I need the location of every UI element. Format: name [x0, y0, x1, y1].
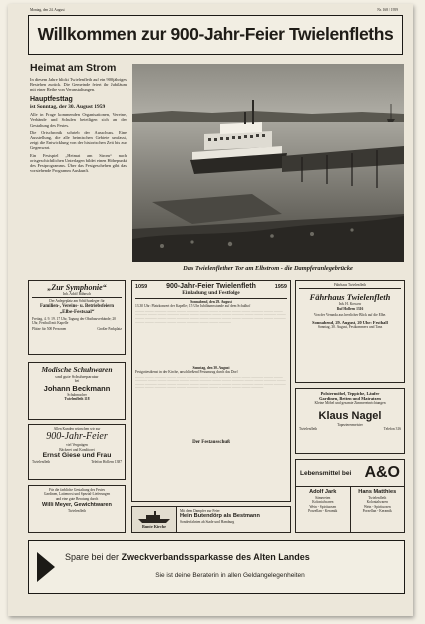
masthead-date: Montag, den 24. August: [30, 8, 65, 12]
ad-jark-line1: Sämereien: [315, 496, 331, 500]
ad-faehrhaus-highlight: Sonnabend, 29. August, 20 Uhr: Festball: [312, 319, 388, 325]
ad-schuhwaren-by: bei: [74, 379, 80, 384]
program-schedule-fine-print-2: ——— ——— ———— ——— ——— ———— ——— ——— ———— ——— ——— ———— ——— ——— ———— ——— ——— ———— ——— ——— ———— ——— ——— ———— ——— ——— ———— ——— ——— ———— ——— ——— ———— ——— ——— ———— ——— ——— ———— ——— ——— ———— ——— ——— ———— ——— ——— ———— ——— ——— ———— ——— ——— ————: [135, 375, 286, 390]
ad-faehrhaus-title: Fährhaus Twielenfleth: [309, 292, 391, 303]
program-title: 900-Jahr-Feier Twielenfleth: [166, 283, 256, 290]
ad-giese-name: Ernst Giese und Frau: [42, 452, 112, 460]
ad-symphonie-parking: Großer Parkplatz: [97, 327, 122, 332]
program-footer: Der Festausschuß: [192, 439, 230, 445]
ad-nagel-place: Twielenfleth: [299, 427, 318, 432]
arrow-icon: [35, 550, 57, 584]
ad-symphonie-owner: Inh. Adolf Bähnsch: [62, 292, 92, 296]
ad-sparkasse-tagline: Sie ist deine Beraterin in allen Geldangelegenheiten: [155, 572, 305, 579]
ad-jark-line3: Wein - Spirituosen: [309, 504, 337, 509]
ad-symphonie-line2: Familien-, Vereins- u. Betriebsfeiern: [39, 303, 115, 309]
program-schedule-fine-print: ——— ——— ———— ——— ——— ———— ——— ——— ———— ——— ——— ———— ——— ——— ———— ——— ——— ———— ——— ——— ———— ——— ——— ———— ——— ——— ———— ——— ——— ———— ——— ——— ———— ——— ——— ———— ——— ——— ———— ——— ——— ———— ——— ——— ———— ——— ——— ———— ——— ——— ————: [135, 309, 286, 324]
ad-nagel-name: Klaus Nagel: [318, 409, 382, 422]
ad-faehrhaus-phone: Ruf Hollern 1316: [336, 306, 364, 311]
article-para-2: Alle in Frage kommenden Organisationen, Vereine, Verbände und Schulen beteiligen sich an der Gestaltung des Festes.: [30, 112, 127, 128]
ad-matthies-name: Hans Matthies: [358, 489, 397, 495]
ad-ship: [131, 506, 291, 533]
program-sunday-item: Festgottesdienst in der Kirche, anschließend Festumzug durch das Dorf: [135, 370, 238, 375]
festtag-date: ist Sonntag, der 30. August 1959: [30, 103, 106, 110]
ad-sparkasse: [28, 540, 405, 594]
ad-meyer-intro: Für die farbliche Gestaltung des Festes: [49, 488, 105, 492]
ad-lebensmittel-label: Lebensmittel bei: [300, 469, 352, 477]
ad-jark-line2: Kolonialwaren: [312, 500, 334, 505]
article-para-4: Ein Festspiel „Heimat am Strom“ nach ortsgeschichtlichen Unterlagen bildet einen Höhepunkt des Festprogramms. Über das Festgeschehen gibt das vorstehende Programm Auskunft.: [30, 152, 127, 174]
article-intro: In diesem Jahre blickt Twielenfleth auf ein 900jähriges Bestehen zurück. Die Gemeinde feiert ihr Jubiläum mit einer Reihe von Veranstaltungen.: [30, 77, 127, 93]
ad-ship-logo: Bunte Kirche: [141, 524, 166, 529]
photo-ferry: [132, 64, 404, 262]
ad-schuhwaren-sub: und gute Schuhreparatur: [55, 374, 99, 379]
ad-sparkasse-name: Zweckverbandssparkasse des Alten Landes: [121, 552, 310, 562]
program-box: [131, 280, 291, 502]
program-sunday: Sonntag, den 30. August: [192, 365, 230, 370]
ad-meyer-place: Twielenfleth: [67, 509, 87, 514]
ad-schuhwaren-name: Johann Beckmann: [43, 383, 111, 393]
ad-meyer-line2: Gardinen, Lattenrost und Spezial-Lieferungen: [43, 492, 111, 497]
ad-schuhwaren-title: Modische Schuhwaren: [41, 365, 113, 374]
masthead-issue: Nr. 168 / 1959: [377, 8, 398, 12]
ad-faehrhaus-text: Von der Veranda aus herrlicher Blick auf die Elbe.: [313, 313, 387, 318]
ad-schuhwaren-place: Schuhmacher: [67, 392, 87, 397]
newspaper-page: [8, 4, 413, 616]
ad-jark-name: Adolf Jark: [309, 489, 337, 495]
ad-meyer: [28, 485, 126, 533]
ad-faehrhaus-text2: Sonntag, 30. August, Festkommers und Tanz: [317, 325, 383, 330]
ad-greeting-line: Allen Kunden wünschen wir zur: [53, 427, 101, 431]
ferry-photo-illustration: [132, 64, 404, 262]
ad-matthies-line4: Porzellan - Keramik: [362, 509, 392, 514]
ad-sparkasse-pre: Spare bei der: [65, 552, 120, 562]
article-heimat: [30, 62, 127, 267]
ad-faehrhaus: [295, 280, 405, 383]
headline: Willkommen zur 900-Jahr-Feier Twielenfleths: [37, 24, 394, 44]
festtag-label: Hauptfesttag: [30, 95, 73, 103]
article-title: Heimat am Strom: [30, 62, 117, 74]
ad-greeting-event: 900-Jahr-Feier: [46, 431, 108, 443]
ad-giese-label: Bäckerei und Konditorei: [59, 447, 95, 452]
ad-giese-phone: Telefon Hollern 1387: [91, 460, 122, 465]
ad-jark: [296, 487, 351, 533]
ad-nagel-line1: Polstermöbel, Teppiche, Läufer: [320, 391, 380, 396]
ad-nagel-title: Tapezierermeister: [337, 422, 363, 427]
program-subtitle: Einladung und Festfolge: [182, 290, 240, 296]
ad-matthies-line2: Kolonialwaren: [366, 500, 388, 505]
article-para-3: Die Ortschronik schrieb der Ausschuss. Eine Ausstellung, die alle heimischen Gebiete umfasst, zeigt die Entwicklung von der historischen Zeit bis zur Gegenwart.: [30, 129, 127, 151]
ad-ship-line: Sonderfahrten ab Stade und Hamburg: [180, 520, 235, 525]
ad-matthies: [351, 487, 405, 533]
program-year-left: 1059: [135, 283, 148, 290]
ad-nagel-line2: Gardinen, Betten und Matratzen: [319, 396, 381, 402]
ad-jark-line4: Porzellan - Keramik: [308, 509, 338, 514]
program-year-right: 1959: [274, 283, 287, 290]
ad-symphonie-line3: „Elbe-Festsaal“: [59, 309, 95, 316]
ad-lebensmittel: [295, 459, 405, 533]
ad-schuhwaren-street: Twielenfleth 118: [64, 397, 90, 402]
ad-schuhwaren: [28, 362, 126, 420]
ad-nagel-line3: Kleine Möbel und gesamte Zimmereinrichtungen: [314, 401, 386, 406]
ad-faehrhaus-small: Fährhaus Twielenfleth: [333, 283, 367, 287]
ad-nagel-phone: Telefon 316: [383, 427, 401, 432]
program-saturday-item: 13.30 Uhr: Platzkonzert der Kapelle; 15 Uhr Jubiläumsstunde auf dem Schulhof: [135, 304, 251, 309]
ad-matthies-line1: Twielenfleth: [368, 496, 387, 500]
ad-meyer-line3: und eine gute Beratung durch: [55, 496, 99, 501]
ao-logo: A&O: [364, 464, 400, 481]
ad-matthies-line3: Wein - Spirituosen: [363, 504, 391, 509]
ad-ship-bestmann: Hein Butendörp als Bestmann: [180, 513, 260, 520]
ad-symphonie: [28, 280, 126, 355]
ad-symphonie-line1: Der Anlegeplatz am Schiffsanleger für: [49, 299, 105, 304]
photo-caption: Das Twielenflether Tor am Elbstrom - die Dampferanlegebrücke: [183, 265, 353, 272]
headline-box: [28, 15, 403, 55]
ad-symphonie-line4: Freitag, 4. 9. 19. 17 Uhr, Tagung der Obstbauverbände; 20 Uhr, Festball mit Kapelle: [32, 316, 116, 326]
ad-faehrhaus-sub: Inh. H. Kossow: [338, 302, 362, 307]
ad-greeting-line2: viel Vergnügen: [66, 443, 88, 448]
ad-symphonie-title: „Zur Symphonie“: [47, 283, 107, 292]
ad-nagel: [295, 388, 405, 454]
ad-meyer-name: Willi Meyer, Gewichtwaren: [42, 502, 112, 509]
ad-giese: [28, 424, 126, 480]
ship-icon: [136, 510, 172, 524]
ad-symphonie-capacity: Plätze für 500 Personen: [32, 327, 67, 332]
ad-giese-place: Twielenfleth: [32, 460, 51, 465]
ad-ship-title: Mit dem Dampfer zur Feier: [180, 509, 220, 513]
program-saturday: Sonnabend, den 29. August: [190, 300, 232, 304]
